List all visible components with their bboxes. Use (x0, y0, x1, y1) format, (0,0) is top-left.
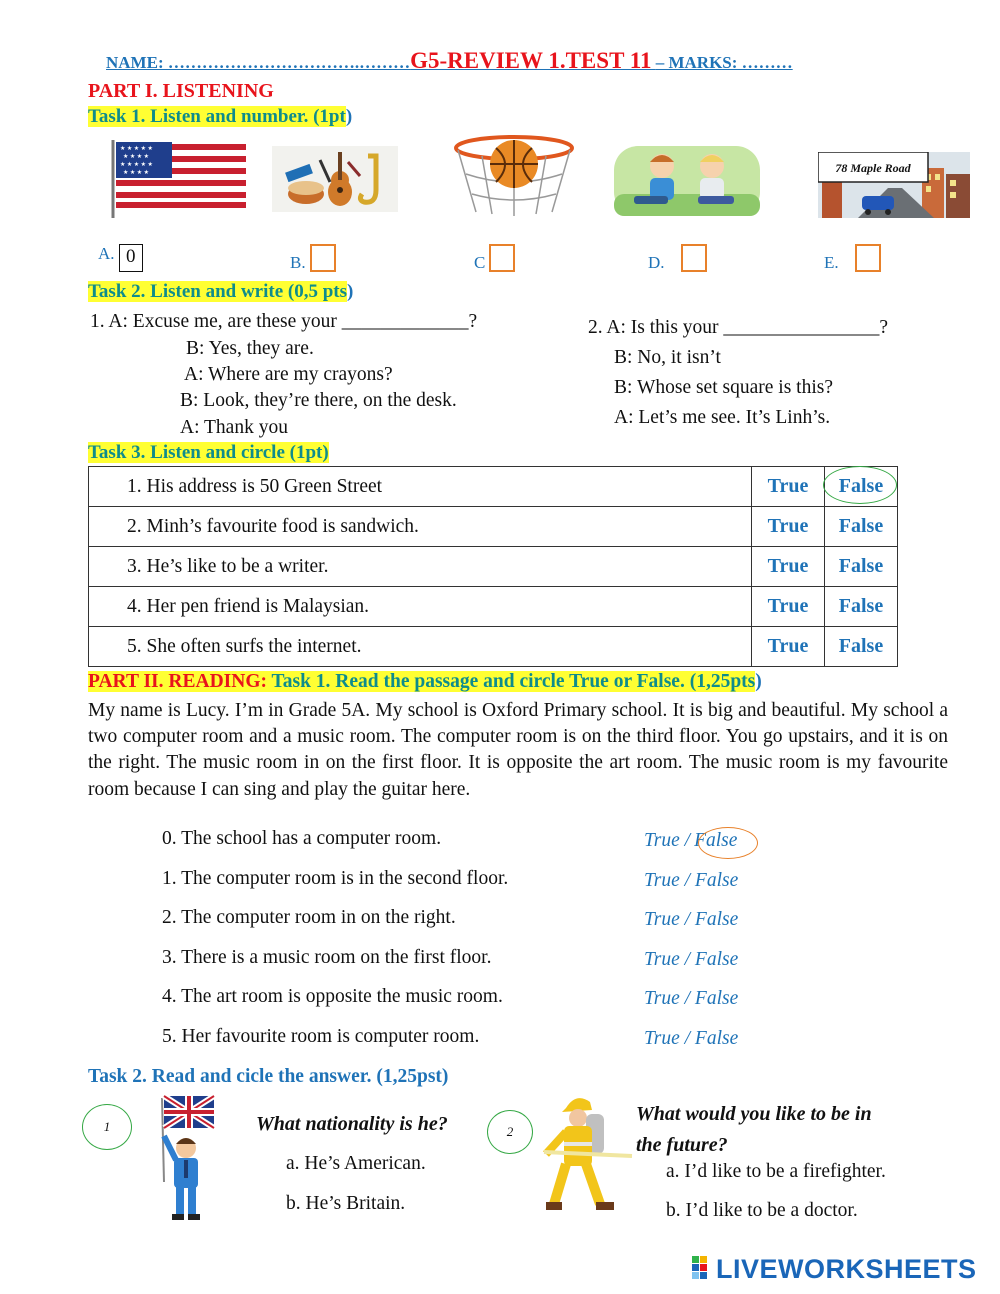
task2-title: Task 2. Listen and write (0,5 pts) (88, 281, 354, 302)
statement: 5. She often surfs the internet. (89, 627, 752, 667)
false-option[interactable]: False (825, 507, 898, 547)
false-option[interactable]: False (825, 547, 898, 587)
reading-task2-title: Task 2. Read and cicle the answer. (1,25pst) (88, 1066, 449, 1087)
statement: 2. Minh’s favourite food is sandwich. (89, 507, 752, 547)
example-answer-circle (698, 827, 758, 859)
street-address-icon (818, 152, 970, 218)
usa-flag-icon (110, 136, 250, 220)
table-row (89, 467, 898, 507)
marks-label: – MARKS: ……… (655, 53, 793, 72)
q2-option-a[interactable]: a. I’d like to be a firefighter. (666, 1161, 886, 1182)
british-boy-icon (152, 1092, 218, 1222)
reading-question-4: 4. The art room is opposite the music room. (162, 986, 503, 1007)
q1-question: What nationality is he? (256, 1113, 448, 1135)
table-row (89, 587, 898, 627)
table-row (89, 547, 898, 587)
task1-option-a: A. 0 (98, 244, 143, 272)
false-option[interactable]: False (825, 627, 898, 667)
firefighter-icon (540, 1092, 634, 1222)
reading-question-5: 5. Her favourite room is computer room. (162, 1026, 480, 1047)
q2-option-b[interactable]: b. I’d like to be a doctor. (666, 1200, 858, 1221)
task1-option-b: B. (290, 244, 336, 273)
svg-text:★ ★ ★ ★ ★: ★ ★ ★ ★ ★ (120, 162, 153, 168)
task1-option-d: D. (648, 244, 707, 273)
tf-choice-2[interactable]: True / False (644, 909, 739, 930)
true-option[interactable]: True (752, 587, 825, 627)
answer-box-e[interactable] (855, 244, 881, 272)
tf-choice-5[interactable]: True / False (644, 1028, 739, 1049)
task3-table (88, 466, 898, 667)
dialog2-line4: A: Let’s me see. It’s Linh’s. (614, 407, 831, 428)
question-number-1: 1 (82, 1104, 132, 1150)
page-header (106, 48, 793, 74)
reading-question-2: 2. The computer room in on the right. (162, 907, 456, 928)
basketball-hoop-icon (452, 134, 576, 216)
brand-name: LIVEWORKSHEETS (716, 1254, 977, 1284)
dialog1-line2: B: Yes, they are. (186, 338, 314, 359)
table-row (89, 507, 898, 547)
reading-question-0: 0. The school has a computer room. (162, 828, 442, 849)
musical-instruments-icon (272, 146, 398, 212)
reading-question-3: 3. There is a music room on the first floor. (162, 947, 492, 968)
answer-box-c[interactable] (489, 244, 515, 272)
dialog1-line1: 1. A: Excuse me, are these your _____________? (90, 311, 478, 332)
example-answer-circle (823, 466, 897, 504)
injured-boys-icon (614, 146, 760, 216)
q1-option-b[interactable]: b. He’s Britain. (286, 1193, 406, 1214)
tf-choice-4[interactable]: True / False (644, 988, 739, 1009)
statement: 1. His address is 50 Green Street (89, 467, 752, 507)
task1-option-e: E. (824, 244, 881, 273)
tf-choice-3[interactable]: True / False (644, 949, 739, 970)
true-option[interactable]: True (752, 507, 825, 547)
reading-question-1: 1. The computer room is in the second floor. (162, 868, 509, 889)
question-number-2: 2 (487, 1110, 533, 1154)
false-option[interactable]: False (825, 587, 898, 627)
q1-option-a[interactable]: a. He’s American. (286, 1153, 426, 1174)
q2-question: What would you like to be in the future? (636, 1103, 872, 1156)
svg-text:★ ★ ★ ★ ★: ★ ★ ★ ★ ★ (120, 146, 153, 152)
tf-choice-1[interactable]: True / False (644, 870, 739, 891)
answer-box-a[interactable]: 0 (119, 244, 143, 272)
true-option[interactable]: True (752, 547, 825, 587)
statement: 4. Her pen friend is Malaysian. (89, 587, 752, 627)
tf-choice-0[interactable]: True / False (644, 830, 738, 851)
task1-option-c: C (474, 244, 515, 273)
liveworksheets-logo (692, 1254, 977, 1285)
dialog1-line3: A: Where are my crayons? (184, 364, 393, 385)
task1-title: Task 1. Listen and number. (1pt) (88, 106, 353, 127)
false-option[interactable]: False (825, 467, 898, 507)
part1-title: PART I. LISTENING (88, 80, 274, 102)
dialog2-line3: B: Whose set square is this? (614, 377, 833, 398)
statement: 3. He’s like to be a writer. (89, 547, 752, 587)
svg-text:★ ★ ★ ★: ★ ★ ★ ★ (123, 170, 150, 176)
dialog2-line2: B: No, it isn’t (614, 347, 721, 368)
test-title: G5-REVIEW 1.TEST 11 (410, 48, 652, 73)
address-sign-text: 78 Maple Road (835, 161, 911, 175)
dialog1-line5: A: Thank you (180, 417, 288, 438)
dialog1-line4: B: Look, they’re there, on the desk. (180, 390, 457, 411)
brand-mark-icon (692, 1255, 716, 1281)
task3-title: Task 3. Listen and circle (1pt) (88, 442, 329, 463)
answer-box-b[interactable] (310, 244, 336, 272)
svg-text:★ ★ ★ ★: ★ ★ ★ ★ (123, 154, 150, 160)
reading-passage: My name is Lucy. I’m in Grade 5A. My school is Oxford Primary school. It is big and beautiful. My school a two computer room and a music room. The computer room is on the third floor. You go upstairs, and it is on the right. The music room in on the first floor. It is opposite the art room. The music room is my favourite room because I can sing and play the guitar here. (88, 700, 948, 800)
dialog2-line1: 2. A: Is this your ________________? (588, 317, 889, 338)
table-row (89, 627, 898, 667)
answer-box-d[interactable] (681, 244, 707, 272)
true-option[interactable]: True (752, 467, 825, 507)
true-option[interactable]: True (752, 627, 825, 667)
name-label: NAME: …………………………….……… (106, 53, 411, 72)
part2-title: PART II. READING: Task 1. Read the passage and circle True or False. (1,25pts) (88, 671, 762, 692)
